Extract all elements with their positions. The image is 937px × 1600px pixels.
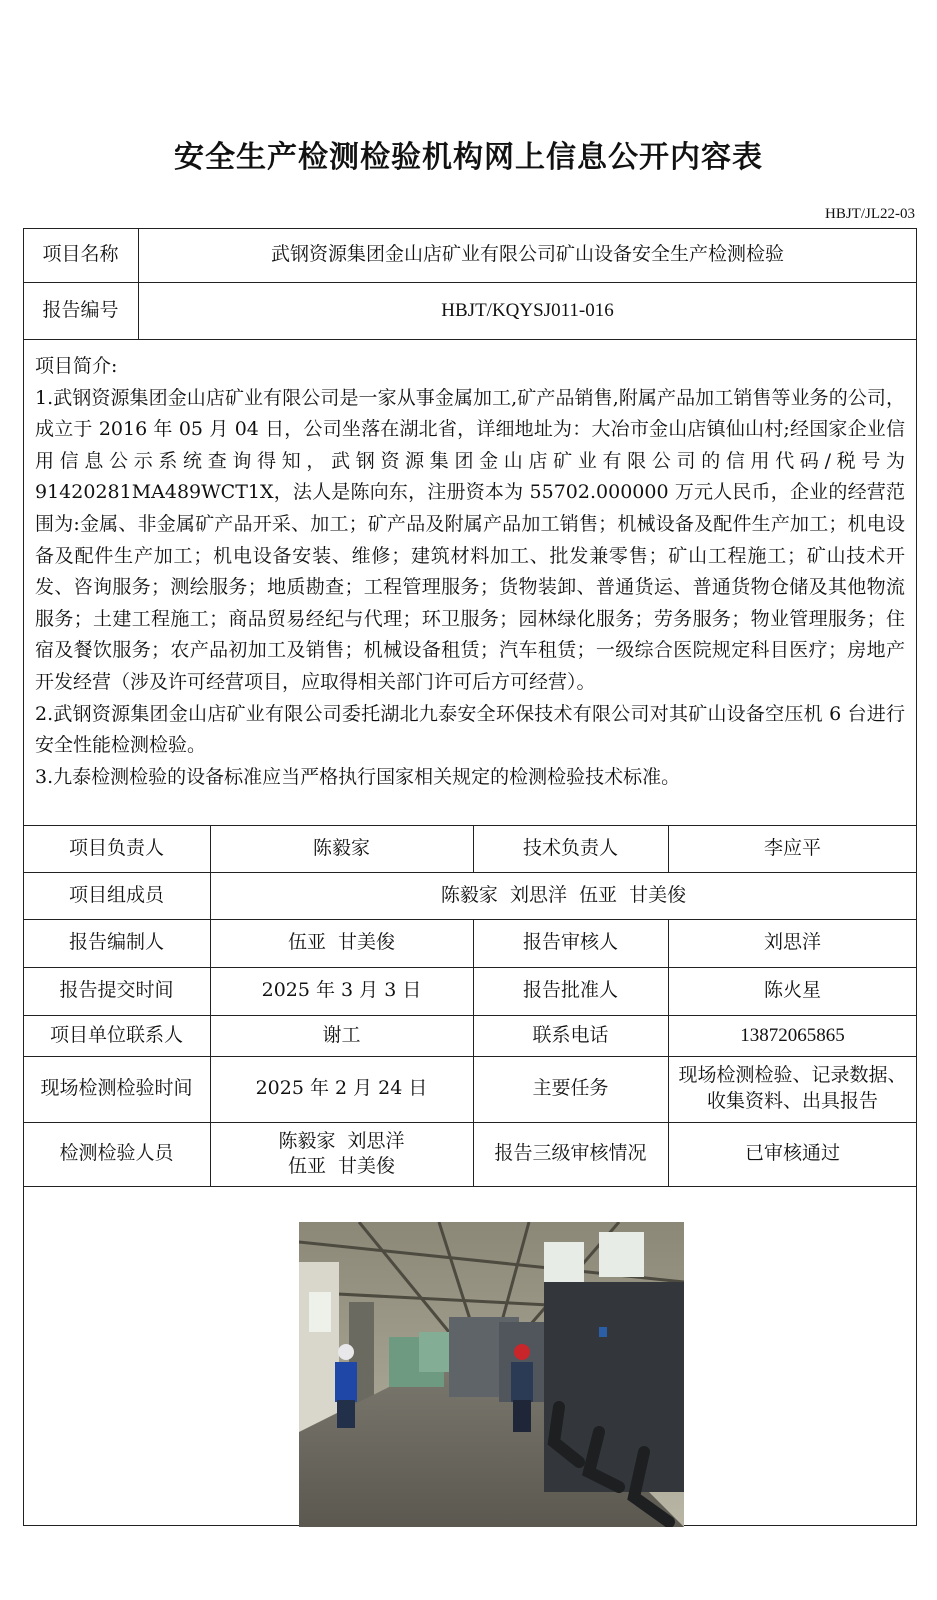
phone-label: 联系电话 xyxy=(532,1023,609,1046)
project-name-value: 武钢资源集团金山店矿业有限公司矿山设备安全生产检测检验 xyxy=(270,243,784,266)
document-title: 安全生产检测检验机构网上信息公开内容表 xyxy=(174,140,763,175)
audit-status-label: 报告三级审核情况 xyxy=(494,1142,647,1165)
tech-leader-label: 技术负责人 xyxy=(522,836,618,859)
contact-label: 项目单位联系人 xyxy=(49,1023,183,1046)
approver-label: 报告批准人 xyxy=(522,979,618,1002)
compiler-label: 报告编制人 xyxy=(68,931,164,954)
table-divider xyxy=(23,1186,917,1187)
tech-leader-value: 李应平 xyxy=(763,836,821,859)
reviewer-value: 刘思洋 xyxy=(763,931,821,954)
intro-paragraph-3: 3.九泰检测检验的设备标准应当严格执行国家相关规定的检测检验技术标准。 xyxy=(35,765,681,788)
report-no-value: HBJT/KQYSJ011-016 xyxy=(441,299,614,321)
inspectors-line-1: 陈毅家 刘思洋 xyxy=(278,1130,405,1153)
project-name-label: 项目名称 xyxy=(42,243,119,266)
phone-value: 13872065865 xyxy=(740,1024,845,1046)
onsite-time-value: 2025 年 2 月 24 日 xyxy=(255,1077,428,1100)
intro-paragraph-1: 1.武钢资源集团金山店矿业有限公司是一家从事金属加工,矿产品销售,附属产品加工销售等业务的公司，成立于 2016 年 05 月 04 日，公司坐落在湖北省，详细地址为：大冶市金山店镇仙山村;经国家企业信用信息公示系统查询得知，武钢资源集团金山店矿业有限公司的信用代码/税号为 91420281MA489WCT1X，法人是陈向东，注册资本为 55702.000000 万元人民币，企业的经营范围为:金属、非金属矿产品开采、加工；矿产品及附属产品加工销售；机械设备及配件生产加工；机电设备及配件生产加工；机电设备安装、维修；建筑材料加工、批发兼零售；矿山工程施工；矿山技术开发、咨询服务；测绘服务；地质勘查；工程管理服务；货物装卸、普通货运、普通货物仓储及其他物流服务；土建工程施工；商品贸易经纪与代理；环卫服务；园林绿化服务；劳务服务；物业管理服务；住宿及餐饮服务；农产品初加工及销售；机械设备租赁；汽车租赁；一级综合医院规定科目医疗；房地产开发经营（涉及许可经营项目，应取得相关部门许可后方可经营）。 xyxy=(35,386,905,693)
approver-value: 陈火星 xyxy=(763,979,821,1002)
intro-paragraph-2: 2.武钢资源集团金山店矿业有限公司委托湖北九泰安全环保技术有限公司对其矿山设备空压机 6 台进行安全性能检测检验。 xyxy=(35,702,905,757)
site-photo xyxy=(299,1222,684,1527)
report-no-label: 报告编号 xyxy=(42,298,119,321)
submit-time-label: 报告提交时间 xyxy=(59,979,174,1002)
submit-time-value: 2025 年 3 月 3 日 xyxy=(261,979,422,1002)
inspectors-line-2: 伍亚 甘美俊 xyxy=(287,1155,396,1177)
main-task-value: 现场检测检验、记录数据、收集资料、出具报告 xyxy=(678,1064,907,1112)
intro-heading: 项目简介: xyxy=(35,355,118,377)
project-intro xyxy=(35,351,905,793)
table-divider xyxy=(23,339,917,340)
members-value: 陈毅家 刘思洋 伍亚 甘美俊 xyxy=(440,883,687,906)
inspectors-value xyxy=(210,1122,473,1186)
members-label: 项目组成员 xyxy=(68,883,164,906)
leader-value: 陈毅家 xyxy=(312,836,370,859)
audit-status-value: 已审核通过 xyxy=(744,1142,840,1165)
onsite-time-label: 现场检测检验时间 xyxy=(40,1077,193,1100)
document-code: HBJT/JL22-03 xyxy=(825,206,915,222)
contact-value: 谢工 xyxy=(322,1023,361,1046)
compiler-value: 伍亚 甘美俊 xyxy=(287,931,396,954)
main-task-label: 主要任务 xyxy=(532,1077,609,1100)
leader-label: 项目负责人 xyxy=(68,836,164,859)
reviewer-label: 报告审核人 xyxy=(522,931,618,954)
inspectors-label: 检测检验人员 xyxy=(59,1142,174,1165)
